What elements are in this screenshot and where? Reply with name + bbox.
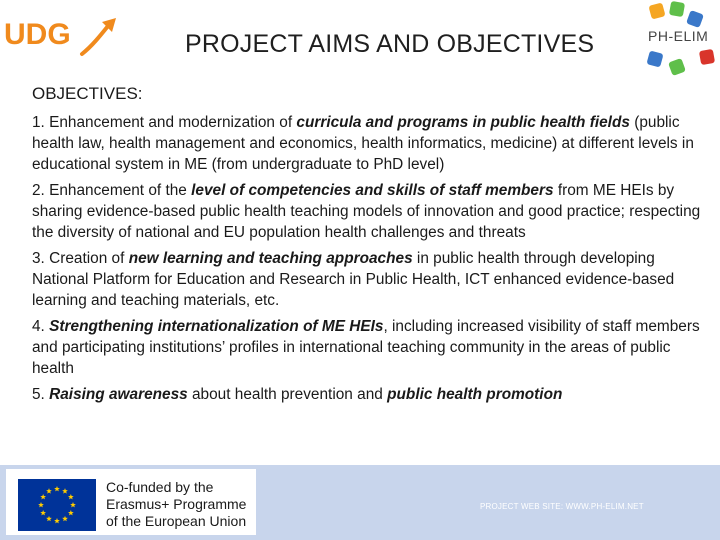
objective-text: 5. [32,386,50,403]
erasmus-badge [6,469,256,535]
objective-emphasis: Strengthening internationalization of ME HEIs [49,318,384,335]
page-title: PROJECT AIMS AND OBJECTIVES [185,30,595,58]
objective-text: in public health through developing National Platform for Education and Research in Public Health, ICT enhanced evidence-based learning and teaching materials, etc. [32,250,675,309]
udg-logo-icon [4,10,129,60]
objective-text: 4. [32,318,50,335]
udg-logo [4,10,134,60]
erasmus-line-2: Erasmus+ Programme [106,496,247,512]
udg-logo-text: UDG [4,18,71,51]
objective-text: about health prevention and [187,386,388,403]
objective-text: , including increased visibility of staff members and participating institutions’ profiles in international teaching community in the areas of public health [32,318,700,377]
objective-item [32,248,702,311]
objectives-list [32,112,702,405]
eu-flag-icon [18,479,96,531]
objective-text: (public health law, health management and economics, health informatics, medicine) at different levels in educational system in ME (from undergraduate to PhD level) [32,114,694,173]
objectives-heading: OBJECTIVES: [32,84,143,103]
objective-emphasis: new learning and teaching approaches [128,250,413,267]
objective-text: from ME HEIs by sharing evidence-based public health teaching models of innovation and good practice; respecting the diversity of national and EU population health challenges and threats [32,182,701,241]
ph-elim-logo [640,0,720,80]
objective-item [32,180,702,243]
objective-item [32,384,702,405]
objective-emphasis: level of competencies and skills of staff members [191,182,554,199]
objective-emphasis: curricula and programs in public health fields [296,114,630,131]
footer [0,465,720,540]
erasmus-line-1: Co-funded by the [106,479,214,495]
erasmus-line-3: of the European Union [106,513,247,529]
objective-item [32,112,702,175]
objective-text: 2. Enhancement of the [32,182,192,199]
ph-elim-logo-text: PH-ELIM [648,28,709,44]
objective-text: 1. Enhancement and modernization of [32,114,297,131]
objective-text: 3. Creation of [32,250,129,267]
objectives-section [32,84,702,410]
website-link[interactable]: PROJECT WEB SITE: WWW.PH-ELIM.NET [480,502,644,511]
objective-item [32,316,702,379]
erasmus-text [106,479,256,530]
objective-emphasis: public health promotion [387,386,563,403]
objective-emphasis: Raising awareness [49,386,188,403]
